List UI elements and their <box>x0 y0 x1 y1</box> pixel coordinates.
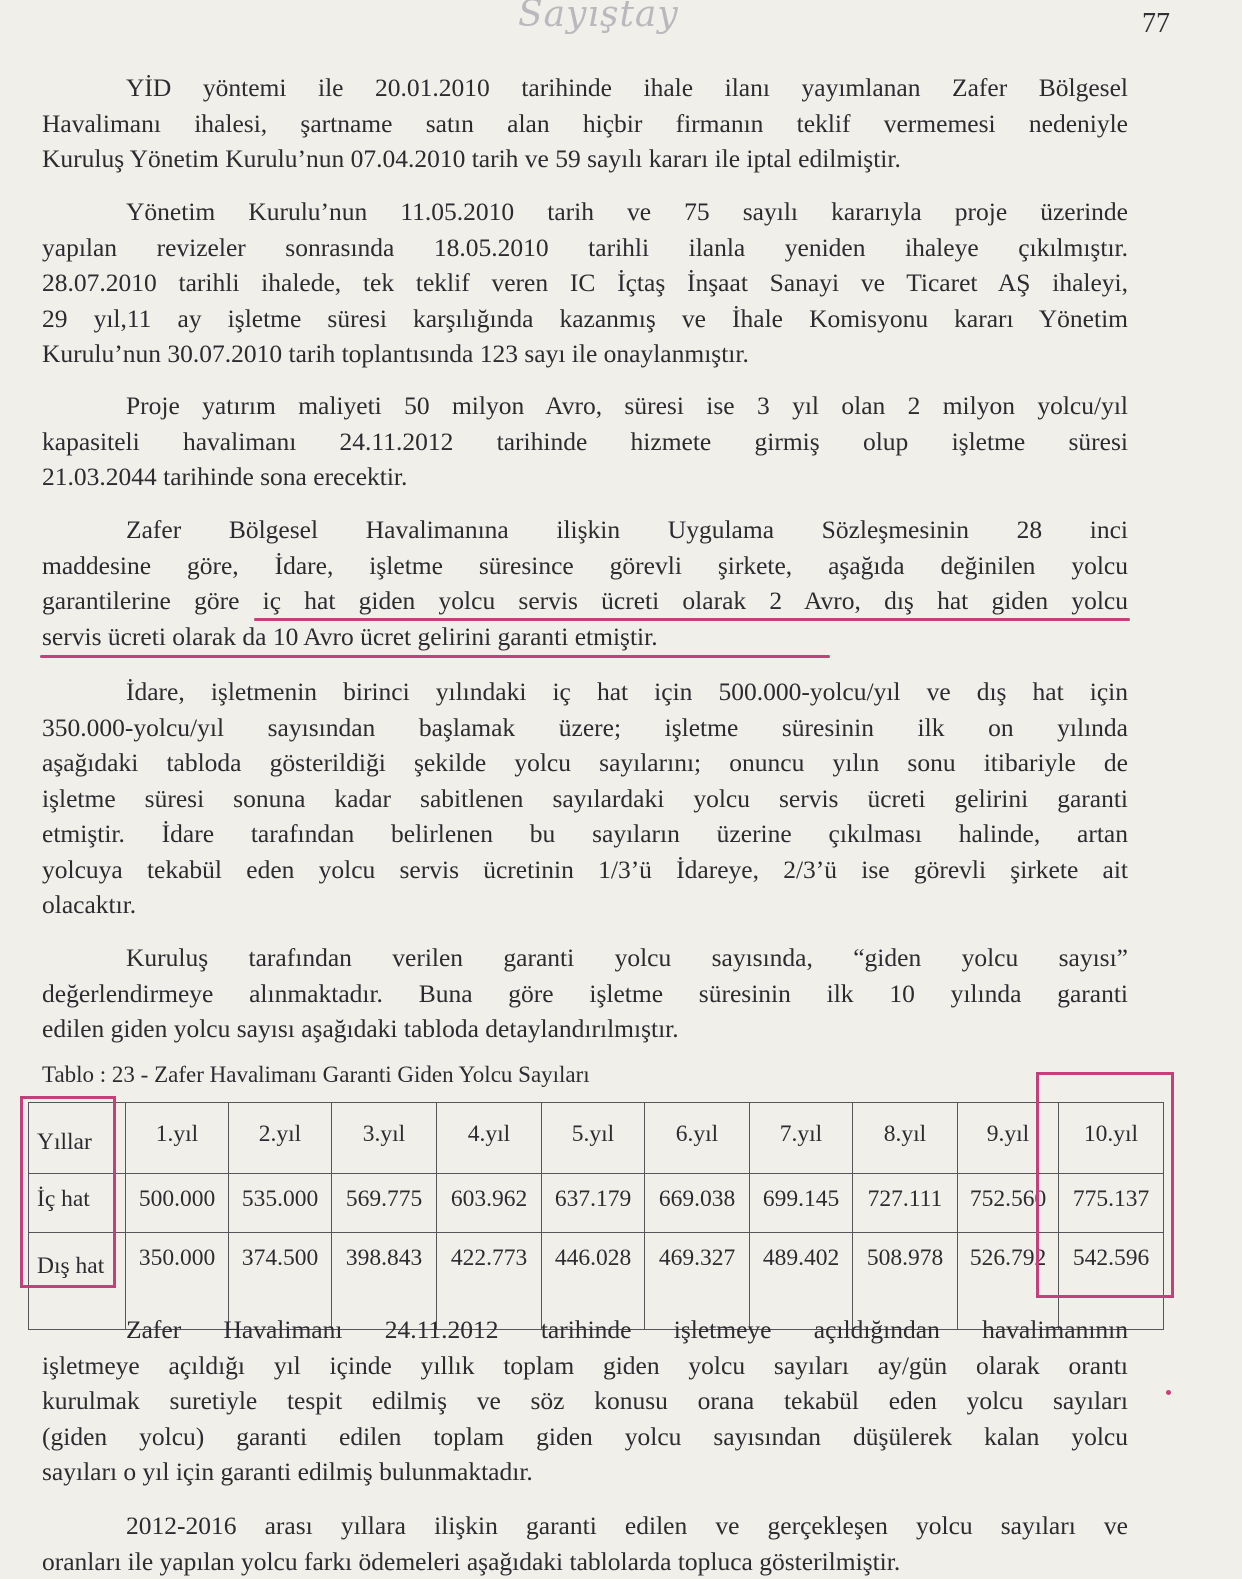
text-line: oranları ile yapılan yolcu farkı ödemeleri aşağıdaki tablolarda topluca gösterilmiştir. <box>42 1544 1128 1579</box>
header-cell: 7.yıl <box>750 1103 853 1174</box>
paragraph-1 <box>42 70 1128 177</box>
row-label: İç hat <box>29 1174 126 1233</box>
text-line: kapasiteli havalimanı 24.11.2012 tarihinde hizmete girmiş olup işletme süresi <box>42 424 1128 460</box>
text-line: 28.07.2010 tarihli ihalede, tek teklif veren IC İçtaş İnşaat Sanayi ve Ticaret AŞ ihaleyi, <box>42 265 1128 301</box>
header-cell: 4.yıl <box>437 1103 542 1174</box>
text-line: 2012-2016 arası yıllara ilişkin garanti edilen ve gerçekleşen yolcu sayıları ve <box>42 1508 1128 1544</box>
header-cell: 9.yıl <box>958 1103 1059 1174</box>
row-label: Dış hat <box>29 1233 126 1330</box>
table-cell: 637.179 <box>542 1174 645 1233</box>
text-line: 350.000-yolcu/yıl sayısından başlamak üzere; işletme süresinin ilk on yılında <box>42 710 1128 746</box>
table-cell: 535.000 <box>229 1174 332 1233</box>
header-cell: 3.yıl <box>332 1103 437 1174</box>
text-line: servis ücreti olarak da 10 Avro ücret gelirini garanti etmiştir. <box>42 619 1128 655</box>
text-line: edilen giden yolcu sayısı aşağıdaki tabloda detaylandırılmıştır. <box>42 1011 1128 1047</box>
text-line: etmiştir. İdare tarafından belirlenen bu sayıların üzerine çıkılması halinde, artan <box>42 816 1128 852</box>
paragraph-6 <box>42 940 1128 1047</box>
highlight-underline <box>40 655 830 658</box>
table-row <box>29 1174 1164 1233</box>
table-cell: 398.843 <box>332 1233 437 1330</box>
passenger-guarantee-table <box>28 1102 1164 1330</box>
highlight-underline <box>254 618 1130 621</box>
table-cell: 775.137 <box>1059 1174 1164 1233</box>
table-cell: 603.962 <box>437 1174 542 1233</box>
text-line: kurulmak suretiyle tespit edilmiş ve söz konusu orana tekabül eden yolcu sayıları <box>42 1383 1128 1419</box>
highlight-box-year-10-column <box>1036 1072 1174 1298</box>
header-cell: 2.yıl <box>229 1103 332 1174</box>
header-cell: 6.yıl <box>645 1103 750 1174</box>
text-line: değerlendirmeye alınmaktadır. Buna göre işletme süresinin ilk 10 yılında garanti <box>42 976 1128 1012</box>
text-line: Zafer Havalimanı 24.11.2012 tarihinde işletmeye açıldığından havalimanının <box>42 1312 1128 1348</box>
paragraph-8 <box>42 1508 1128 1579</box>
table-cell: 542.596 <box>1059 1233 1164 1330</box>
header-cell: 5.yıl <box>542 1103 645 1174</box>
text-line: garantilerine göre iç hat giden yolcu servis ücreti olarak 2 Avro, dış hat giden yolcu <box>42 583 1128 619</box>
table-cell: 699.145 <box>750 1174 853 1233</box>
text-line: aşağıdaki tabloda gösterildiği şekilde yolcu sayılarını; onuncu yılın sonu itibariyle de <box>42 745 1128 781</box>
table-cell: 526.792 <box>958 1233 1059 1330</box>
header-cell: Yıllar <box>29 1103 126 1174</box>
header-cell: 1.yıl <box>126 1103 229 1174</box>
text-line: yapılan revizeler sonrasında 18.05.2010 tarihli ilanla yeniden ihaleye çıkılmıştır. <box>42 230 1128 266</box>
table-cell: 727.111 <box>853 1174 958 1233</box>
table-cell: 569.775 <box>332 1174 437 1233</box>
table-cell: 446.028 <box>542 1233 645 1330</box>
table-cell: 500.000 <box>126 1174 229 1233</box>
text-line: Havalimanı ihalesi, şartname satın alan hiçbir firmanın teklif vermemesi nedeniyle <box>42 106 1128 142</box>
table-cell: 422.773 <box>437 1233 542 1330</box>
table-cell: 669.038 <box>645 1174 750 1233</box>
text-line: Kurulu’nun 30.07.2010 tarih toplantısında 123 sayı ile onaylanmıştır. <box>42 336 1128 372</box>
table-caption: Tablo : 23 - Zafer Havalimanı Garanti Giden Yolcu Sayıları <box>42 1062 590 1088</box>
table-cell: 374.500 <box>229 1233 332 1330</box>
text-line: YİD yöntemi ile 20.01.2010 tarihinde ihale ilanı yayımlanan Zafer Bölgesel <box>42 70 1128 106</box>
text-line: Proje yatırım maliyeti 50 milyon Avro, süresi ise 3 yıl olan 2 milyon yolcu/yıl <box>42 388 1128 424</box>
paragraph-3 <box>42 388 1128 495</box>
table-cell: 508.978 <box>853 1233 958 1330</box>
sayistay-logo: Sayıştay <box>518 0 679 35</box>
header-cell: 10.yıl <box>1059 1103 1164 1174</box>
text-line: maddesine göre, İdare, işletme süresince görevli şirkete, aşağıda değinilen yolcu <box>42 548 1128 584</box>
text-line: sayıları o yıl için garanti edilmiş bulunmaktadır. <box>42 1454 1128 1490</box>
table-cell: 489.402 <box>750 1233 853 1330</box>
text-line: (giden yolcu) garanti edilen toplam giden yolcu sayısından düşülerek kalan yolcu <box>42 1419 1128 1455</box>
pen-dot <box>1166 1390 1171 1395</box>
table-cell: 469.327 <box>645 1233 750 1330</box>
paragraph-4 <box>42 512 1128 654</box>
paragraph-5 <box>42 674 1128 923</box>
highlight-box-years-column <box>20 1096 116 1288</box>
paragraph-2 <box>42 194 1128 372</box>
text-line: olacaktır. <box>42 887 1128 923</box>
text-line: işletme süresi sonuna kadar sabitlenen sayılardaki yolcu servis ücreti gelirini garanti <box>42 781 1128 817</box>
paragraph-7 <box>42 1312 1128 1490</box>
header-cell: 8.yıl <box>853 1103 958 1174</box>
text-line: işletmeye açıldığı yıl içinde yıllık toplam giden yolcu sayıları ay/gün olarak orantı <box>42 1348 1128 1384</box>
text-line: Kuruluş tarafından verilen garanti yolcu sayısında, “giden yolcu sayısı” <box>42 940 1128 976</box>
text-line: 21.03.2044 tarihinde sona erecektir. <box>42 459 1128 495</box>
table-header-row <box>29 1103 1164 1174</box>
table-cell: 350.000 <box>126 1233 229 1330</box>
table-cell: 752.560 <box>958 1174 1059 1233</box>
text-line: 29 yıl,11 ay işletme süresi karşılığında kazanmış ve İhale Komisyonu kararı Yönetim <box>42 301 1128 337</box>
text-line: Zafer Bölgesel Havalimanına ilişkin Uygulama Sözleşmesinin 28 inci <box>42 512 1128 548</box>
page-number: 77 <box>1142 8 1170 40</box>
text-line: İdare, işletmenin birinci yılındaki iç hat için 500.000-yolcu/yıl ve dış hat için <box>42 674 1128 710</box>
text-line: yolcuya tekabül eden yolcu servis ücretinin 1/3’ü İdareye, 2/3’ü ise görevli şirkete ait <box>42 852 1128 888</box>
text-line: Kuruluş Yönetim Kurulu’nun 07.04.2010 tarih ve 59 sayılı kararı ile iptal edilmiştir. <box>42 141 1128 177</box>
text-line: Yönetim Kurulu’nun 11.05.2010 tarih ve 75 sayılı kararıyla proje üzerinde <box>42 194 1128 230</box>
